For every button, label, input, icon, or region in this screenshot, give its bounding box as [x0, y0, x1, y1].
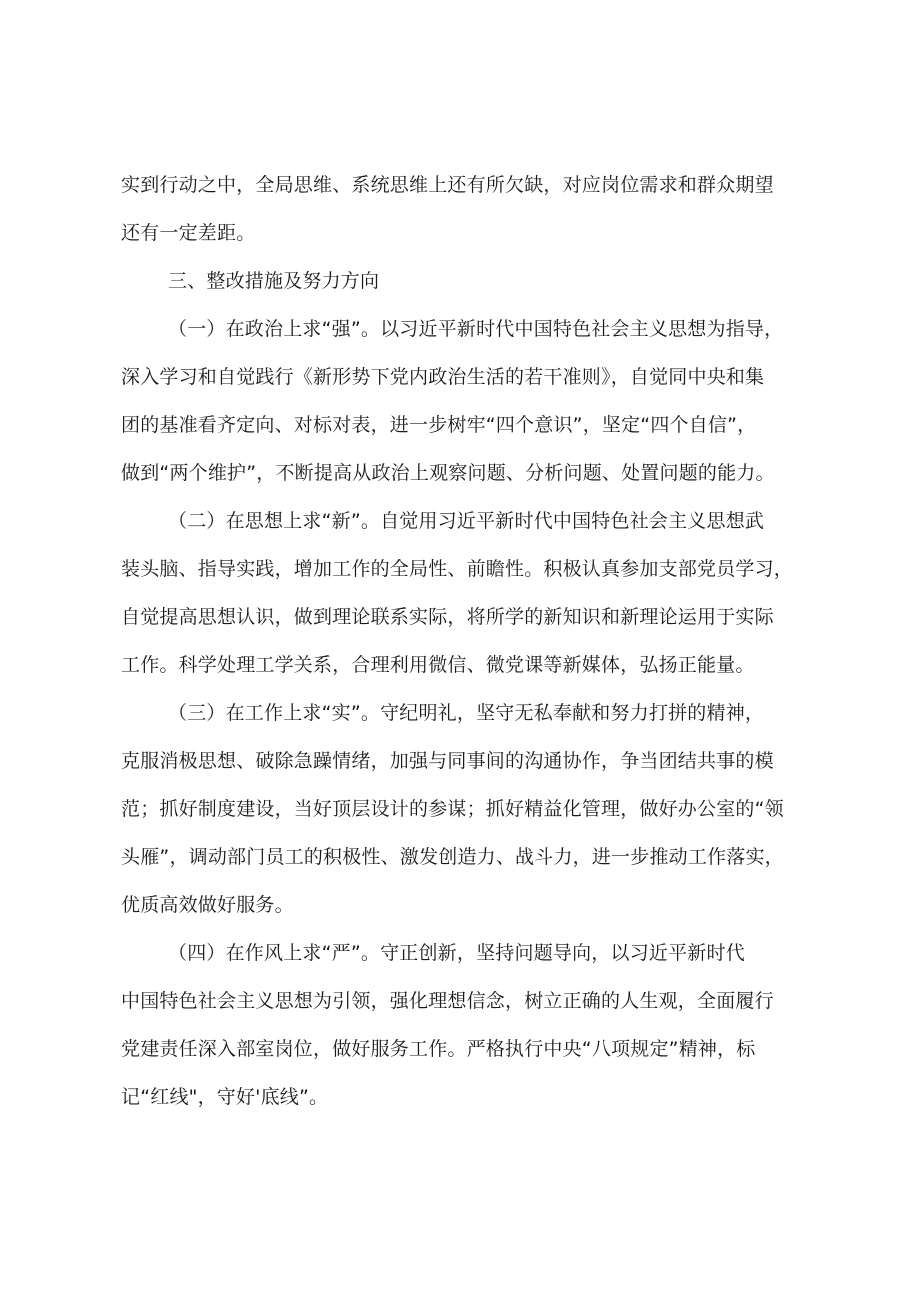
- paragraph-first-line: （四）在作风上求“严”。守正创新，坚持问题导向，以习近平新时代: [168, 942, 745, 964]
- text-line: 党建责任深入部室岗位，做好服务工作。严格执行中央“八项规定”精神，标: [121, 1038, 756, 1060]
- paragraph-first-line: （一）在政治上求“强”。以习近平新时代中国特色社会主义思想为指导，: [168, 318, 784, 340]
- text-line: 做到“两个维护”，不断提高从政治上观察问题、分析问题、处置问题的能力。: [121, 462, 775, 484]
- text-line: 优质高效做好服务。: [121, 894, 294, 916]
- paragraph-first-line: （三）在工作上求“实”。守纪明礼，坚守无私奉献和努力打拼的精神，: [168, 702, 765, 724]
- text-line: 还有一定差距。: [121, 222, 256, 244]
- text-line: 克服消极思想、破除急躁情绪，加强与同事间的沟通协作，争当团结共事的模: [121, 750, 774, 772]
- text-line: 中国特色社会主义思想为引领，强化理想信念，树立正确的人生观，全面履行: [121, 990, 774, 1012]
- text-line: 团的基准看齐定向、对标对表，进一步树牢“四个意识”，坚定“四个自信”，: [121, 414, 757, 436]
- text-line: 深入学习和自觉践行《新形势下党内政治生活的若干准则》，自觉同中央和集: [121, 366, 765, 388]
- section-heading: 三、整改措施及努力方向: [168, 270, 380, 292]
- text-line: 记“红线"，守好'底线”。: [121, 1086, 329, 1108]
- text-line: 头雁”，调动部门员工的积极性、激发创造力、战斗力，进一步推动工作落实，: [121, 846, 784, 868]
- text-line: 装头脑、指导实践，增加工作的全局性、前瞻性。积极认真参加支部党员学习，: [121, 558, 794, 580]
- text-line: 实到行动之中，全局思维、系统思维上还有所欠缺，对应岗位需求和群众期望: [121, 174, 774, 196]
- paragraph-first-line: （二）在思想上求“新”。自觉用习近平新时代中国特色社会主义思想武: [168, 510, 765, 532]
- text-line: 范；抓好制度建设，当好顶层设计的参谋；抓好精益化管理，做好办公室的“领: [121, 798, 784, 820]
- text-line: 工作。科学处理工学关系，合理利用微信、微党课等新媒体，弘扬正能量。: [121, 654, 755, 676]
- text-line: 自觉提高思想认识，做到理论联系实际，将所学的新知识和新理论运用于实际: [121, 606, 774, 628]
